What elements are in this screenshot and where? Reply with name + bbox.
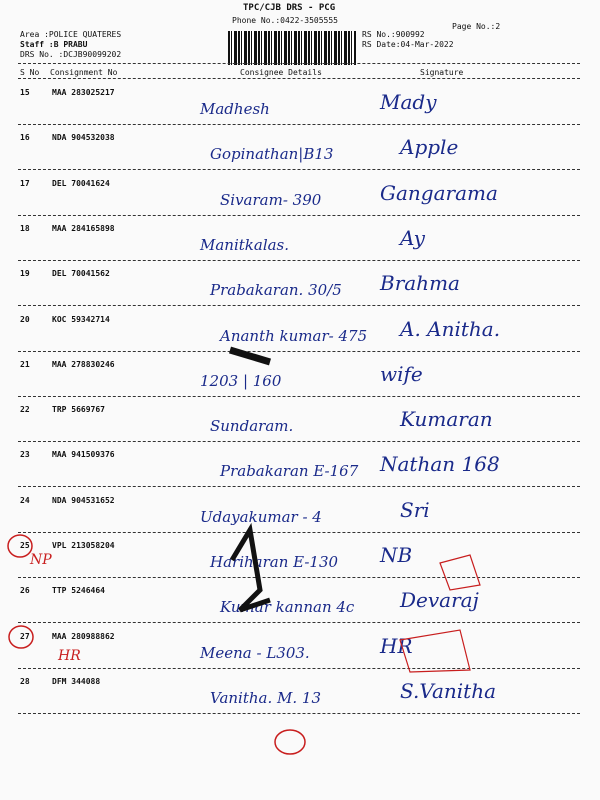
row-consignment-no: TRP 5669767 bbox=[52, 405, 105, 414]
staff-field: Staff :B PRABU bbox=[20, 40, 88, 49]
row-consignee-handwriting: Manitkalas. bbox=[200, 236, 290, 254]
row-consignment-no: MAA 278830246 bbox=[52, 360, 115, 369]
row-signature: S.Vanitha bbox=[400, 679, 496, 703]
row-consignment-no: NDA 904532038 bbox=[52, 133, 115, 142]
area-field: Area :POLICE QUATERES bbox=[20, 30, 122, 39]
row-sno: 20 bbox=[20, 315, 30, 324]
row-consignee-handwriting: Ananth kumar- 475 bbox=[220, 327, 368, 345]
row-signature: Mady bbox=[380, 90, 437, 114]
row-signature: Sri bbox=[400, 498, 430, 522]
row-sno: 17 bbox=[20, 179, 30, 188]
row-consignment-no: MAA 280988862 bbox=[52, 632, 115, 641]
row-signature: Nathan 168 bbox=[380, 452, 500, 476]
row-consignment-no: DFM 344088 bbox=[52, 677, 101, 686]
row-signature: Brahma bbox=[380, 271, 460, 295]
row-consignment-no: DEL 70041562 bbox=[52, 269, 110, 278]
row-sno: 19 bbox=[20, 269, 30, 278]
row-sno: 24 bbox=[20, 496, 30, 505]
row-signature: NB bbox=[380, 543, 413, 567]
row-consignee-handwriting: Kumar kannan 4c bbox=[220, 598, 355, 616]
row-consignment-no: KOC 59342714 bbox=[52, 315, 110, 324]
row-sno: 26 bbox=[20, 586, 30, 595]
row-consignment-no: TTP 5246464 bbox=[52, 586, 105, 595]
row-consignment-no: VPL 213058204 bbox=[52, 541, 115, 550]
annotation-hr: HR bbox=[58, 648, 81, 664]
circle-bottom bbox=[275, 730, 305, 754]
row-sno: 16 bbox=[20, 133, 30, 142]
row-consignee-handwriting: 1203 | 160 bbox=[200, 372, 282, 390]
row-consignee-handwriting: Udayakumar - 4 bbox=[200, 508, 322, 526]
circle-25 bbox=[8, 535, 32, 557]
row-consignee-handwriting: Gopinathan|B13 bbox=[210, 145, 334, 163]
row-consignee-handwriting: Vanitha. M. 13 bbox=[210, 689, 322, 707]
column-consignment: Consignment No bbox=[50, 68, 118, 77]
row-signature: Ay bbox=[400, 226, 425, 250]
row-consignment-no: MAA 284165898 bbox=[52, 224, 115, 233]
column-sno: S No bbox=[20, 68, 40, 77]
row-sno: 15 bbox=[20, 88, 30, 97]
row-signature: Devaraj bbox=[400, 588, 479, 612]
circle-27 bbox=[9, 626, 33, 648]
drs-number: DRS No. :DCJB90099202 bbox=[20, 50, 122, 59]
rs-number: RS No.:900992 bbox=[362, 30, 425, 39]
column-signature: Signature bbox=[420, 68, 464, 77]
row-sno: 21 bbox=[20, 360, 30, 369]
row-consignee-handwriting: Prabakaran. 30/5 bbox=[210, 281, 342, 299]
row-consignee-handwriting: Madhesh bbox=[200, 100, 270, 118]
phone-number: Phone No.:0422-3505555 bbox=[232, 16, 338, 25]
row-sno: 28 bbox=[20, 677, 30, 686]
row-sno: 25 bbox=[20, 541, 30, 550]
row-consignment-no: NDA 904531652 bbox=[52, 496, 115, 505]
row-consignee-handwriting: Hariharan E-130 bbox=[210, 553, 339, 571]
row-consignment-no: DEL 70041624 bbox=[52, 179, 110, 188]
page-number: Page No.:2 bbox=[452, 22, 501, 31]
annotation-np: NP bbox=[30, 552, 52, 568]
row-signature: Kumaran bbox=[400, 407, 493, 431]
row-signature: A. Anitha. bbox=[400, 317, 501, 341]
row-consignment-no: MAA 283025217 bbox=[52, 88, 115, 97]
row-signature: HR bbox=[380, 634, 413, 658]
row-signature: Gangarama bbox=[380, 181, 498, 205]
row-signature: Apple bbox=[400, 135, 459, 159]
row-consignee-handwriting: Sivaram- 390 bbox=[220, 191, 322, 209]
sheet-title: TPC/CJB DRS - PCG bbox=[243, 3, 336, 13]
row-consignee-handwriting: Sundaram. bbox=[210, 417, 294, 435]
row-consignee-handwriting: Meena - L303. bbox=[200, 644, 310, 662]
row-sno: 22 bbox=[20, 405, 30, 414]
column-consignee: Consignee Details bbox=[240, 68, 322, 77]
row-consignment-no: MAA 941509376 bbox=[52, 450, 115, 459]
row-signature: wife bbox=[380, 362, 423, 386]
row-sno: 27 bbox=[20, 632, 30, 641]
row-consignee-handwriting: Prabakaran E-167 bbox=[220, 462, 359, 480]
row-sno: 18 bbox=[20, 224, 30, 233]
rs-date: RS Date:04-Mar-2022 bbox=[362, 40, 454, 49]
row-sno: 23 bbox=[20, 450, 30, 459]
